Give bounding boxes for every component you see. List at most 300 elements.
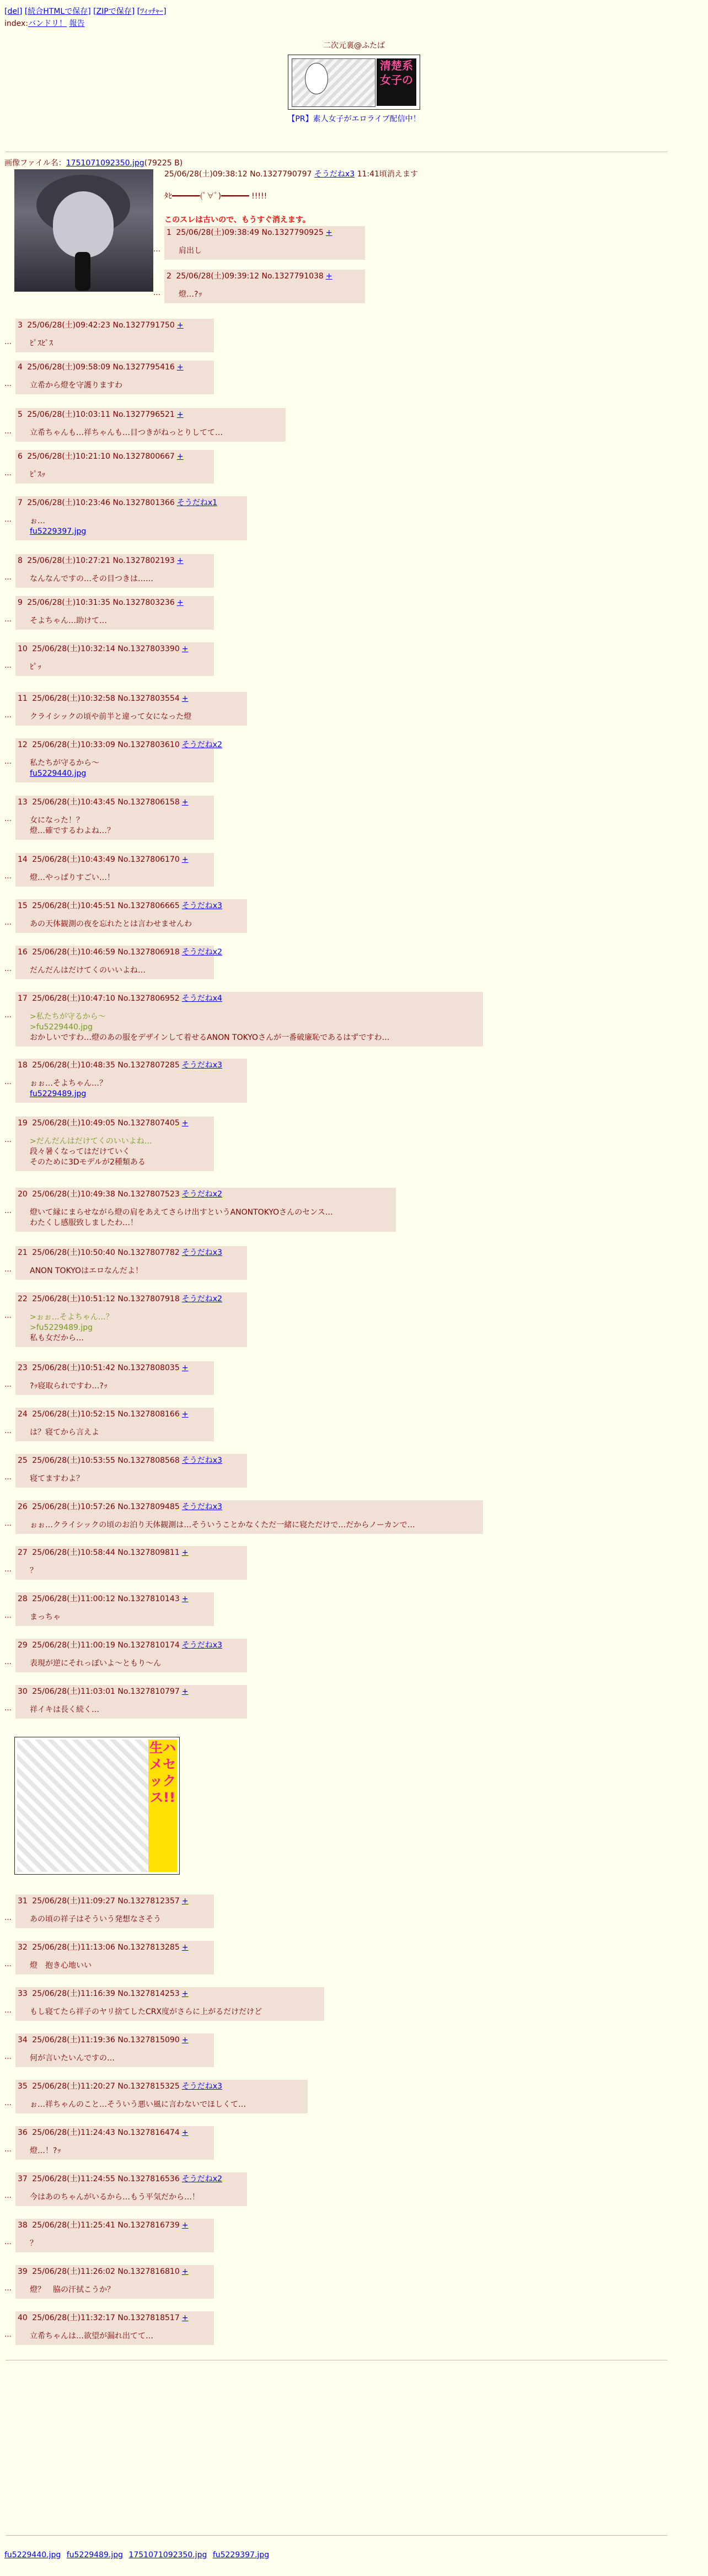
twitter-link[interactable]: [ﾂｨｯﾁｬｰ] <box>137 7 167 16</box>
reply-text: 燈 抱き心地いい <box>30 1961 92 1970</box>
reply-sodane-button[interactable]: そうだねx2 <box>181 740 222 749</box>
ad-caption: 二次元裏@ふたば <box>323 41 385 50</box>
reply <box>4 692 247 726</box>
top-ad <box>0 41 708 125</box>
reply-index: 2 <box>167 272 171 281</box>
reply-plus-button[interactable]: + <box>181 1364 189 1372</box>
mid-ad-art <box>17 1740 149 1872</box>
mid-ad[interactable] <box>14 1737 180 1875</box>
reply-header <box>18 796 208 809</box>
reply-no: No.1327807523 <box>117 1190 180 1199</box>
reply-plus-button[interactable]: + <box>181 2036 189 2044</box>
reply-box <box>15 2219 214 2252</box>
reply-menu-icon[interactable]: … <box>4 1914 12 1922</box>
mid-ad-text: 生ハメセックス!! <box>148 1740 177 1872</box>
reply-plus-button[interactable]: + <box>181 2221 189 2230</box>
divider-footer <box>6 2535 667 2536</box>
reply-box <box>15 1500 483 1534</box>
reply-index: 31 <box>18 1897 28 1906</box>
reply-text: 立希ちゃんも…祥ちゃんも…目つきがねっとりしてて… <box>30 428 223 437</box>
reply-index: 40 <box>18 2314 28 2322</box>
reply-menu-icon[interactable]: … <box>4 1612 12 1620</box>
reply-menu-icon[interactable]: … <box>4 338 12 346</box>
reply-date: 25/06/28(土)10:43:49 <box>32 855 115 864</box>
reply-file-link[interactable]: fu5229397.jpg <box>30 527 87 536</box>
reply-text: 寝てますわよ？ <box>30 1474 84 1483</box>
reply-header <box>18 596 208 609</box>
reply-no: No.1327803390 <box>117 645 180 653</box>
op-thumb-face <box>53 191 114 257</box>
reply-sodane-button[interactable]: そうだねx2 <box>181 1190 222 1199</box>
reply <box>4 596 214 630</box>
reply-box <box>15 796 214 840</box>
reply-text: 表現が逆にそれっぽいよ〜ともり〜ん <box>30 1659 161 1668</box>
reply-text: 燈…確でするわよね…？ <box>30 827 115 835</box>
reply-box <box>15 1639 247 1672</box>
reply <box>4 2265 214 2299</box>
reply-sodane-button[interactable]: そうだねx2 <box>181 2175 222 2183</box>
reply-body <box>18 463 208 480</box>
reply-sodane-button[interactable]: そうだねx2 <box>181 1295 222 1303</box>
reply-no: No.1327816474 <box>117 2128 180 2137</box>
reply-plus-button[interactable]: + <box>181 1548 189 1557</box>
ad-manga-art <box>292 58 376 107</box>
reply-index: 17 <box>18 994 28 1003</box>
reply-menu-icon[interactable]: … <box>4 469 12 477</box>
op-file-info <box>4 158 183 169</box>
reply-index: 4 <box>18 363 23 372</box>
reply-box <box>15 1685 247 1719</box>
reply-header <box>18 1117 208 1130</box>
reply-box <box>15 1292 247 1347</box>
reply-date: 25/06/28(土)10:52:15 <box>32 1410 115 1419</box>
reply-menu-icon[interactable]: … <box>4 1078 12 1086</box>
reply-box <box>15 2080 308 2113</box>
reply-no: No.1327807918 <box>117 1295 180 1303</box>
reply-index: 10 <box>18 645 28 653</box>
reply-no: No.1327810143 <box>117 1595 180 1603</box>
reply-menu-icon[interactable]: … <box>4 2238 12 2246</box>
reply-menu-icon[interactable]: … <box>4 1473 12 1482</box>
reply-index: 33 <box>18 1989 28 1998</box>
reply-quote: >私たちが守るから〜 <box>30 1012 106 1021</box>
reply-text: 祥イキは長く続く… <box>30 1705 99 1714</box>
reply-body <box>18 1130 208 1168</box>
reply-text: わたくし感服致しましたわ…！ <box>30 1219 138 1227</box>
reply <box>4 2219 214 2252</box>
reply-index: 35 <box>18 2082 28 2091</box>
reply-index: 6 <box>18 452 23 461</box>
reply-date: 25/06/28(土)11:13:06 <box>32 1943 115 1952</box>
reply-no: No.1327809485 <box>117 1502 180 1511</box>
reply-body <box>18 1698 242 1715</box>
reply-menu-icon[interactable]: … <box>4 2284 12 2293</box>
reply-index: 20 <box>18 1190 28 1199</box>
reply-body <box>18 567 208 584</box>
reply-text: ぉぉ…そよちゃん…？ <box>30 1079 107 1088</box>
reply-menu-icon[interactable]: … <box>4 1960 12 1968</box>
reply-header <box>18 642 208 656</box>
del-link[interactable]: [del] <box>4 7 23 16</box>
reply <box>4 2080 308 2113</box>
reply-text: ぉ…祥ちゃんのこと…そういう悪い風に言わないでほしくて… <box>30 2100 246 2109</box>
reply-date: 25/06/28(土)10:23:46 <box>27 498 111 507</box>
reply-body <box>18 705 242 722</box>
reply-header <box>18 408 280 421</box>
reply-no: No.1327816810 <box>117 2267 180 2276</box>
reply-menu-icon[interactable]: … <box>4 2053 12 2061</box>
reply <box>4 1361 214 1395</box>
reply-menu-icon[interactable]: … <box>4 1381 12 1389</box>
reply-date: 25/06/28(土)10:50:40 <box>32 1248 115 1257</box>
op-header <box>164 169 418 180</box>
reply-text: あの天体観測の夜を忘れたとは言わせませんわ <box>30 920 192 929</box>
reply-plus-button[interactable]: + <box>176 410 184 419</box>
reply <box>4 1639 247 1672</box>
reply-body <box>18 509 242 537</box>
op-file-link[interactable]: 1751071092350.jpg <box>66 159 144 168</box>
reply-text: おかしいですわ…燈のあの服をデザインして着せるANON TOKYOさんが一番破廉恥であるはずですわ… <box>30 1033 390 1042</box>
reply-box <box>15 2033 214 2067</box>
reply-menu-icon[interactable]: … <box>4 815 12 823</box>
reply-date: 25/06/28(土)10:48:35 <box>32 1061 115 1070</box>
reply-header <box>167 226 360 239</box>
reply-menu-icon[interactable]: … <box>4 711 12 720</box>
reply-plus-button[interactable]: + <box>176 556 184 565</box>
reply-sodane-button[interactable]: そうだねx3 <box>181 1248 222 1257</box>
bottom-file-link[interactable]: fu5229489.jpg <box>66 2551 123 2559</box>
op-text: ﾀﾋ━━━━━━(ﾟ∀ﾟ)━━━━━━ !!!!! <box>164 192 267 201</box>
reply-sodane-button[interactable]: そうだねx3 <box>181 1641 222 1650</box>
reply-menu-icon[interactable]: … <box>4 1136 12 1144</box>
reply-box <box>15 1546 247 1580</box>
reply-index: 38 <box>18 2221 28 2230</box>
reply-index: 26 <box>18 1502 28 1511</box>
reply <box>4 1895 214 1928</box>
reply-sodane-button[interactable]: そうだねx3 <box>181 1456 222 1465</box>
reply <box>4 1592 214 1626</box>
reply-header <box>18 2219 208 2232</box>
reply-index: 9 <box>18 598 23 607</box>
reply-body <box>18 1201 390 1228</box>
reply-sodane-button[interactable]: そうだねx2 <box>181 948 222 957</box>
reply-plus-button[interactable]: + <box>181 1410 189 1419</box>
reply-no: No.1327816739 <box>117 2221 180 2230</box>
reply-no: No.1327806952 <box>117 994 180 1003</box>
reply-header <box>18 361 208 374</box>
reply <box>4 1059 247 1103</box>
reply-no: No.1327806170 <box>117 855 180 864</box>
reply <box>4 450 214 484</box>
reply-menu-icon[interactable]: … <box>4 1312 12 1320</box>
reply <box>4 408 286 442</box>
reply-box <box>15 738 222 782</box>
reply-body <box>18 1375 208 1392</box>
reply-plus-button[interactable]: + <box>181 1989 189 1998</box>
reply-body <box>18 1467 242 1484</box>
reply-menu-icon[interactable]: … <box>4 615 12 624</box>
reply-menu-icon[interactable]: … <box>4 919 12 927</box>
reply-box <box>15 1941 214 1974</box>
reply <box>4 319 214 352</box>
ad-pr-link[interactable]: 【PR】素人女子がエロライブ配信中！ <box>287 114 421 124</box>
reply-box <box>15 319 214 352</box>
reply-header <box>18 1592 208 1606</box>
index-bandori-link[interactable]: バンドリ！ <box>28 19 67 28</box>
reply-menu-icon[interactable]: … <box>4 2192 12 2200</box>
reply-box <box>15 1246 247 1280</box>
reply-text: 立希から燈を守護りますわ <box>30 381 122 390</box>
reply <box>4 1188 396 1232</box>
reply-plus-button[interactable]: + <box>176 452 184 461</box>
reply-plus-button[interactable]: + <box>181 1897 189 1906</box>
reply-header <box>18 2033 208 2047</box>
reply-no: No.1327801366 <box>112 498 175 507</box>
reply-body <box>18 609 208 626</box>
reply-index: 23 <box>18 1364 28 1372</box>
reply-plus-button[interactable]: + <box>176 363 184 372</box>
ad-speech-bubble <box>305 63 328 94</box>
reply-plus-button[interactable]: + <box>181 2314 189 2322</box>
reply-header <box>18 1188 390 1201</box>
reply-menu-icon[interactable]: … <box>4 1011 12 1019</box>
reply-date: 25/06/28(土)11:16:39 <box>32 1989 115 1998</box>
reply-menu-icon[interactable]: … <box>4 516 12 524</box>
reply <box>4 496 247 540</box>
ad-banner[interactable] <box>288 55 420 110</box>
reply-date: 25/06/28(土)10:45:51 <box>32 901 115 910</box>
reply-menu-icon[interactable]: … <box>4 1427 12 1435</box>
reply-body <box>18 2000 319 2017</box>
reply-menu-icon[interactable]: … <box>4 1207 12 1215</box>
reply-date: 25/06/28(土)10:53:55 <box>32 1456 115 1465</box>
reply-header <box>18 450 208 463</box>
reply-menu-icon[interactable]: … <box>4 573 12 582</box>
reply-date: 25/06/28(土)11:00:19 <box>32 1641 115 1650</box>
reply-menu-icon[interactable]: … <box>153 289 160 297</box>
reply-header <box>18 1639 242 1652</box>
reply-menu-icon[interactable]: … <box>4 872 12 881</box>
save-html-link[interactable]: [続合HTMLで保存] <box>24 7 91 16</box>
reply-date: 25/06/28(土)10:46:59 <box>32 948 115 957</box>
reply-text: 私たちが守るから〜 <box>30 759 99 768</box>
reply-plus-button[interactable]: + <box>181 1119 189 1128</box>
reply-box <box>15 1059 247 1103</box>
reply <box>4 1500 483 1534</box>
reply <box>4 1546 247 1580</box>
reply-text: は？寝てから言えよ <box>30 1428 99 1437</box>
reply-index: 11 <box>18 694 28 703</box>
reply-menu-icon[interactable]: … <box>4 2006 12 2015</box>
reply-no: No.1327803610 <box>117 740 180 749</box>
reply-text: 私も女だから… <box>30 1334 84 1343</box>
reply-sodane-button[interactable]: そうだねx3 <box>181 901 222 910</box>
reply <box>4 2126 214 2160</box>
reply-index: 28 <box>18 1595 28 1603</box>
reply-no: No.1327809811 <box>117 1548 180 1557</box>
reply-box <box>15 1895 214 1928</box>
reply-plus-button[interactable]: + <box>181 645 189 653</box>
reply-box <box>15 2311 214 2345</box>
reply <box>4 1292 247 1347</box>
reply-plus-button[interactable]: + <box>176 598 184 607</box>
reply-text: だんだんはだけてくのいいよね… <box>30 966 146 975</box>
reply-plus-button[interactable]: + <box>325 228 332 237</box>
save-zip-link[interactable]: [ZIPで保存] <box>93 7 135 16</box>
reply-index: 34 <box>18 2036 28 2044</box>
reply-index: 39 <box>18 2267 28 2276</box>
bottom-file-link[interactable]: fu5229397.jpg <box>212 2551 270 2559</box>
reply-date: 25/06/28(土)11:24:43 <box>32 2128 115 2137</box>
reply-sodane-button[interactable]: そうだねx3 <box>181 1502 222 1511</box>
reply <box>4 1246 247 1280</box>
reply-date: 25/06/28(土)11:24:55 <box>32 2175 115 2183</box>
reply-file-link[interactable]: fu5229440.jpg <box>30 769 87 778</box>
reply-box <box>15 899 247 933</box>
reply-menu-icon[interactable]: … <box>4 1704 12 1713</box>
reply-menu-icon[interactable]: … <box>4 1520 12 1528</box>
reply-text: ANON TOKYOはエロなんだよ！ <box>30 1266 143 1275</box>
reply-plus-button[interactable]: + <box>181 1595 189 1603</box>
reply-no: No.1327806918 <box>117 948 180 957</box>
reply <box>4 554 214 588</box>
report-link[interactable]: 報告 <box>69 19 85 28</box>
reply <box>4 1941 214 1974</box>
op-sodane[interactable]: そうだねx3 <box>314 170 355 179</box>
reply-sodane-button[interactable]: そうだねx3 <box>181 2082 222 2091</box>
reply-date: 25/06/28(土)10:32:14 <box>32 645 115 653</box>
reply-body <box>18 656 208 673</box>
reply-header <box>18 1546 242 1559</box>
reply-menu-icon[interactable]: … <box>4 1658 12 1666</box>
reply-plus-button[interactable]: + <box>181 798 189 807</box>
reply-date: 25/06/28(土)10:03:11 <box>27 410 111 419</box>
op-body <box>164 188 310 226</box>
reply-body <box>18 421 280 438</box>
reply-box <box>15 408 286 442</box>
op-file-size: (79225 B) <box>144 159 183 168</box>
op-expire: 11:41頃消えます <box>357 170 418 179</box>
reply-menu-icon[interactable]: … <box>4 2099 12 2107</box>
reply-header <box>18 1408 208 1421</box>
reply-body <box>18 866 208 883</box>
reply-plus-button[interactable]: + <box>325 272 332 281</box>
reply-menu-icon[interactable]: … <box>4 2331 12 2339</box>
reply-menu-icon[interactable]: … <box>153 245 160 254</box>
reply-text: 女になった！？ <box>30 816 84 825</box>
reply-plus-button[interactable]: + <box>181 1943 189 1952</box>
reply-menu-icon[interactable]: … <box>4 380 12 388</box>
reply-index: 7 <box>18 498 23 507</box>
reply-sodane-button[interactable]: そうだねx3 <box>181 1061 222 1070</box>
reply-box <box>15 554 214 588</box>
reply-menu-icon[interactable]: … <box>4 758 12 766</box>
reply-plus-button[interactable]: + <box>181 1687 189 1696</box>
reply <box>153 270 365 303</box>
reply-quote: >fu5229489.jpg <box>30 1323 93 1332</box>
reply-box <box>15 1454 247 1488</box>
reply-sodane-button[interactable]: そうだねx1 <box>176 498 218 507</box>
reply-plus-button[interactable]: + <box>181 2267 189 2276</box>
reply-text: まっちゃ <box>30 1613 61 1622</box>
reply <box>4 361 214 394</box>
reply-index: 29 <box>18 1641 28 1650</box>
reply-text: もし寝てたら祥子のヤリ捨てしたCRX度がさらに上がるだけだけど <box>30 2008 262 2016</box>
reply-header <box>18 2126 208 2139</box>
reply-index: 32 <box>18 1943 28 1952</box>
reply-box <box>15 1188 396 1232</box>
reply-menu-icon[interactable]: … <box>4 1565 12 1574</box>
reply-body <box>18 2232 208 2249</box>
reply-text: そのために3Dモデルが2種類ある <box>30 1158 146 1167</box>
bottom-file-link[interactable]: fu5229440.jpg <box>4 2551 61 2559</box>
reply-plus-button[interactable]: + <box>181 855 189 864</box>
reply-header <box>18 1500 478 1514</box>
reply-text: ？ <box>30 1566 37 1575</box>
reply-body <box>18 809 208 836</box>
reply-plus-button[interactable]: + <box>181 2128 189 2137</box>
reply-date: 25/06/28(土)09:38:49 <box>176 228 260 237</box>
reply-header <box>18 692 242 705</box>
reply-no: No.1327807405 <box>117 1119 180 1128</box>
reply-menu-icon[interactable]: … <box>4 1265 12 1274</box>
reply-text: あの頃の祥子はそういう発想なさそう <box>30 1915 161 1924</box>
reply-no: No.1327791750 <box>112 321 175 330</box>
op-thumbnail[interactable] <box>14 169 153 292</box>
reply <box>4 1117 214 1171</box>
reply-date: 25/06/28(土)09:39:12 <box>176 272 260 281</box>
reply-header <box>18 1987 319 2000</box>
reply-box <box>15 2265 214 2299</box>
reply-menu-icon[interactable]: … <box>4 427 12 436</box>
reply-date: 25/06/28(土)10:51:12 <box>32 1295 115 1303</box>
reply-index: 5 <box>18 410 23 419</box>
reply-menu-icon[interactable]: … <box>4 965 12 973</box>
reply-text: 燈…?ｯ <box>179 290 202 299</box>
reply <box>4 992 483 1046</box>
reply-date: 25/06/28(土)10:27:21 <box>27 556 111 565</box>
reply-plus-button[interactable]: + <box>181 694 189 703</box>
reply-index: 14 <box>18 855 28 864</box>
reply-file-link[interactable]: fu5229489.jpg <box>30 1090 87 1098</box>
reply-header <box>18 1685 242 1698</box>
reply-header <box>18 2080 302 2093</box>
reply-header <box>18 1941 208 1954</box>
reply-body <box>18 1559 242 1576</box>
reply-plus-button[interactable]: + <box>176 321 184 330</box>
reply-no: No.1327807782 <box>117 1248 180 1257</box>
reply-box <box>15 596 214 630</box>
reply-box <box>15 1361 214 1395</box>
reply <box>4 853 214 887</box>
reply-box <box>15 450 214 484</box>
reply-menu-icon[interactable]: … <box>4 662 12 670</box>
reply-index: 25 <box>18 1456 28 1465</box>
reply-menu-icon[interactable]: … <box>4 2145 12 2154</box>
reply-body <box>18 913 242 930</box>
reply-no: No.1327800667 <box>112 452 175 461</box>
reply-no: No.1327806158 <box>117 798 180 807</box>
reply-body <box>18 332 208 349</box>
reply-no: No.1327806665 <box>117 901 180 910</box>
index-label: index: <box>4 19 29 28</box>
reply-box <box>15 361 214 394</box>
reply-body <box>18 1072 242 1099</box>
bottom-file-link[interactable]: 1751071092350.jpg <box>128 2551 207 2559</box>
reply-sodane-button[interactable]: そうだねx4 <box>181 994 222 1003</box>
reply-body <box>18 752 208 779</box>
reply-text: 段々暑くなってはだけていく <box>30 1147 130 1156</box>
